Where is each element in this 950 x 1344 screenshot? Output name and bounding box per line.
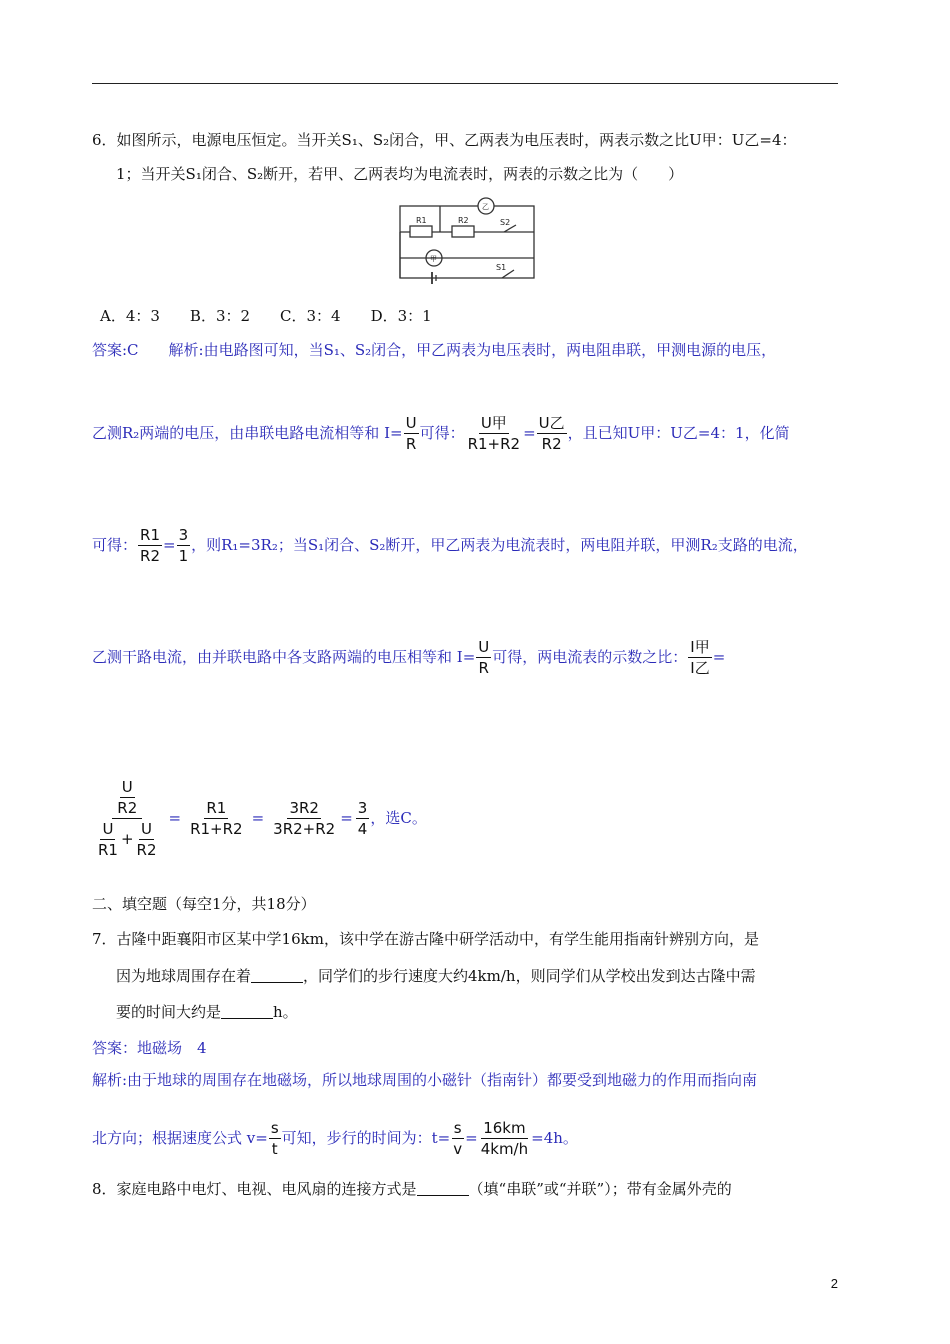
fraction-3-1 — [177, 525, 191, 566]
section-heading: 二、填空题（每空1分，共18分） — [92, 895, 316, 913]
denominator: R2 — [541, 434, 562, 453]
fraction-ujia — [466, 413, 523, 454]
numerator — [112, 777, 142, 819]
fraction-s-t — [269, 1118, 281, 1159]
text: 可得，两电流表的示数之比： — [492, 648, 688, 666]
equals: = — [523, 424, 536, 442]
denominator: R2 — [136, 840, 157, 859]
q7-analysis-line1: 解析:由于地球的周围存在地磁场，所以地球周围的小磁针（指南针）都要受到地磁力的作用而指向南 — [92, 1071, 758, 1089]
numerator: U — [102, 819, 114, 838]
text: 可知，步行的时间为：t= — [281, 1129, 451, 1147]
fraction-compound — [93, 777, 162, 860]
text: =4h。 — [531, 1129, 578, 1147]
denominator: R — [405, 434, 417, 453]
numerator: I甲 — [690, 637, 710, 656]
label-meter-yi: 乙 — [482, 203, 489, 211]
fraction-u-over-r — [404, 413, 419, 454]
text: 乙测R₂两端的电压，由串联电路电流相等和 I= — [92, 424, 403, 442]
fraction-3r2-sum — [271, 798, 337, 839]
answer-blank[interactable] — [417, 1181, 469, 1196]
q6-answer-line3 — [92, 524, 808, 566]
equals: = — [712, 648, 726, 666]
equals: = — [168, 809, 182, 827]
text: ，则R₁=3R₂；当S₁闭合、S₂断开，甲乙两表为电流表时，两电阻并联，甲测R₂支路的电流， — [191, 536, 808, 554]
resistor-r1 — [410, 226, 432, 237]
numerator: 3 — [178, 525, 189, 544]
denominator: v — [453, 1139, 463, 1158]
text: ，选C。 — [370, 809, 427, 827]
denominator: 1 — [178, 546, 189, 565]
text: 因为地球周围存在着 — [116, 967, 252, 985]
fraction-uyi — [537, 413, 567, 454]
denominator: R — [478, 658, 489, 677]
text: （填“串联”或“并联”）；带有金属外壳的 — [468, 1180, 732, 1198]
fraction-u-r2 — [115, 777, 139, 818]
denominator: 3R2+R2 — [273, 819, 336, 838]
q6-options: A．4：3 B．3：2 C．3：4 D．3：1 — [100, 307, 432, 325]
text: 乙测干路电流，由并联电路中各支路两端的电压相等和 I= — [92, 648, 476, 666]
equals: = — [465, 1129, 478, 1147]
numerator: s — [270, 1118, 279, 1137]
denominator: t — [271, 1139, 278, 1158]
numerator: R1 — [140, 525, 160, 544]
fraction-16km-4kmh — [479, 1118, 530, 1159]
numerator: 3R2 — [289, 798, 319, 817]
q7-line1: 7．古隆中距襄阳市区某中学16km，该中学在游古隆中研学活动中，有学生能用指南针辨别方向，是 — [92, 930, 759, 948]
numerator: U — [121, 777, 133, 796]
text: 北方向；根据速度公式 v= — [92, 1129, 268, 1147]
text: ，且已知U甲：U乙=4：1，化简 — [567, 424, 790, 442]
q6-answer-line4 — [92, 636, 725, 678]
fraction-s-v — [451, 1118, 464, 1159]
q6-final-equation — [92, 770, 427, 866]
answer-blank[interactable] — [221, 1004, 273, 1019]
label-meter-jia: 甲 — [430, 255, 437, 263]
q7-analysis-line2 — [92, 1116, 578, 1160]
fraction-3-4 — [356, 798, 370, 839]
numerator: U — [478, 637, 490, 656]
circuit-diagram — [396, 192, 540, 284]
text: 8．家庭电路中电灯、电视、电风扇的连接方式是 — [92, 1180, 417, 1198]
q8-line1 — [92, 1179, 732, 1199]
numerator: U — [405, 413, 417, 432]
denominator: R1+R2 — [190, 819, 243, 838]
q6-line2: 1；当开关S₁闭合、S₂断开，若甲、乙两表均为电流表时，两表的示数之比为（ ） — [116, 165, 684, 183]
q7-line2 — [116, 966, 756, 986]
text: h。 — [273, 1003, 298, 1021]
equals: = — [162, 536, 176, 554]
header-rule — [92, 83, 838, 84]
numerator: R1 — [206, 798, 227, 817]
q7-answer: 答案：地磁场 4 — [92, 1039, 207, 1057]
numerator: U甲 — [480, 413, 507, 432]
denominator: R2 — [140, 546, 160, 565]
equals: = — [251, 809, 265, 827]
denominator: 4km/h — [480, 1139, 529, 1158]
resistor-r2 — [452, 226, 474, 237]
label-r2: R2 — [458, 216, 469, 225]
text: 可得： — [419, 424, 465, 442]
q6-answer-line1: 答案:C 解析:由电路图可知，当S₁、S₂闭合，甲乙两表为电压表时，两电阻串联，甲测电源的电压， — [92, 341, 777, 359]
numerator: U — [141, 819, 153, 838]
text: 要的时间大约是 — [116, 1003, 222, 1021]
denominator: R2 — [117, 798, 138, 817]
page-number: 2 — [830, 1276, 838, 1291]
fraction-r1-r2 — [138, 525, 162, 566]
q7-line3 — [116, 1002, 298, 1022]
denominator: R1 — [98, 840, 118, 859]
fraction-u-r2-b — [135, 819, 159, 860]
answer-blank[interactable] — [251, 968, 303, 983]
denominator: 4 — [357, 819, 368, 838]
numerator: 16km — [483, 1118, 526, 1137]
numerator: U乙 — [538, 413, 565, 432]
text: 可得： — [92, 536, 138, 554]
text: ，同学们的步行速度大约4km/h，则同学们从学校出发到达古隆中需 — [303, 967, 756, 985]
numerator: s — [453, 1118, 462, 1137]
fraction-r1-sum — [188, 798, 245, 839]
label-s2: S2 — [500, 218, 511, 227]
q6-line1: 6．如图所示，电源电压恒定。当开关S₁、S₂闭合，甲、乙两表为电压表时，两表示数之比U甲：U乙=4： — [92, 131, 797, 149]
q6-answer-line2 — [92, 412, 790, 454]
label-s1: S1 — [496, 263, 507, 272]
denominator: I乙 — [690, 658, 710, 677]
fraction-u-r1 — [96, 819, 120, 860]
fraction-ijia-iyi — [688, 637, 711, 678]
equals: = — [340, 809, 353, 827]
denominator: R1+R2 — [467, 434, 521, 453]
fraction-u-over-r-2 — [476, 637, 491, 678]
label-r1: R1 — [416, 216, 427, 225]
numerator: 3 — [357, 798, 368, 817]
denominator: $\frac{U}{R1}$ + $\frac{U}{R2}$ — [98, 819, 157, 859]
